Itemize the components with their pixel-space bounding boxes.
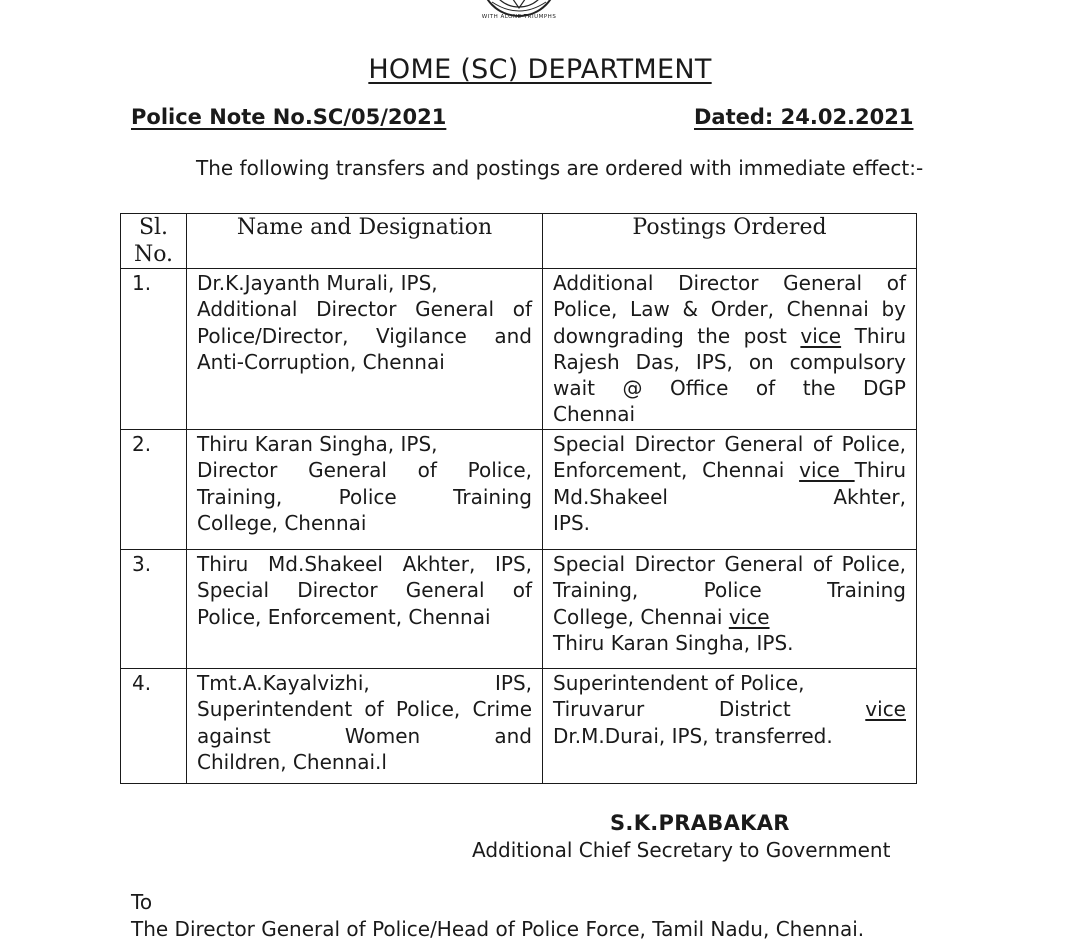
- signatory-name: S.K.PRABAKAR: [610, 811, 790, 835]
- row-posting: [543, 430, 917, 550]
- emblem-motto: WITH ALONE TRIUMPHS: [481, 14, 557, 20]
- note-date: Dated: 24.02.2021: [694, 105, 914, 129]
- officer-designation-end: Children, Chennai.l: [197, 749, 387, 774]
- officer-designation: Additional Director General of Police/Director, Vigilance and Anti-Corruption, Chennai: [197, 297, 532, 374]
- officer-name-designation: Thiru Md.Shakeel Akhter, IPS, Special Director General of Police, Enforcement, Chennai: [197, 552, 532, 629]
- posting-text: Special Director General of Police, Enforcement, Chennai: [553, 432, 906, 483]
- row-posting: [543, 269, 917, 430]
- row-serial: 1.: [121, 269, 187, 430]
- posting-text-cont: Thiru Md.Shakeel Akhter,: [553, 458, 906, 509]
- officer-name: Thiru Karan Singha, IPS,: [197, 432, 438, 456]
- header-sl-line1: Sl.: [138, 215, 169, 240]
- officer-designation: Director General of Police, Training, Police Training: [197, 458, 532, 509]
- officer-name: Dr.K.Jayanth Murali, IPS,: [197, 271, 438, 295]
- row-posting: [543, 669, 917, 784]
- posting-text-line: [553, 604, 906, 630]
- posting-text-end: Dr.M.Durai, IPS, transferred.: [553, 723, 833, 748]
- department-title: HOME (SC) DEPARTMENT: [368, 54, 712, 85]
- officer-designation-end: College, Chennai: [197, 510, 367, 535]
- row-serial: 3.: [121, 550, 187, 669]
- row-name-designation: [187, 269, 543, 430]
- table-row: [121, 550, 917, 669]
- posting-text: Additional Director General of Police, Law & Order, Chennai by downgrading the post: [553, 271, 906, 348]
- posting-text-end: Chennai: [553, 402, 636, 427]
- vice-word: vice: [800, 323, 842, 348]
- posting-text: Superintendent of Police,: [553, 671, 805, 695]
- row-posting: [543, 550, 917, 669]
- header-sl-line2: No.: [133, 242, 174, 267]
- table-row: [121, 669, 917, 784]
- vice-word: vice: [728, 604, 770, 629]
- posting-text-end: IPS.: [553, 510, 591, 535]
- police-note-number: Police Note No.SC/05/2021: [131, 105, 447, 129]
- vice-word: vice: [865, 697, 906, 722]
- posting-text-cont: Tiruvarur District: [553, 697, 791, 722]
- row-serial: 2.: [121, 430, 187, 550]
- row-name-designation: [187, 430, 543, 550]
- header-name-designation: Name and Designation: [187, 214, 543, 269]
- table-row: [121, 269, 917, 430]
- table-row: [121, 430, 917, 550]
- postings-table: [120, 213, 917, 784]
- emblem-seal-icon: [478, 0, 560, 22]
- header-postings-ordered: Postings Ordered: [543, 214, 917, 269]
- posting-text-end: Thiru Karan Singha, IPS.: [553, 630, 794, 655]
- to-label: To: [131, 890, 153, 914]
- posting-text: Special Director General of Police, Training, Police Training: [553, 552, 906, 603]
- row-name-designation: [187, 669, 543, 784]
- table-header-row: [121, 214, 917, 269]
- state-emblem: [478, 0, 560, 22]
- posting-text-mid: College, Chennai: [553, 604, 723, 629]
- header-sl-no: [121, 214, 187, 269]
- vice-word: vice: [799, 458, 855, 483]
- recipient-address: The Director General of Police/Head of Police Force, Tamil Nadu, Chennai.: [131, 917, 865, 941]
- officer-name-designation: Tmt.A.Kayalvizhi, IPS, Superintendent of Police, Crime against Women and: [197, 671, 532, 748]
- posting-text-cont: Thiru Rajesh Das, IPS, on compulsory wait @ Office of the DGP: [553, 323, 906, 401]
- signatory-title: Additional Chief Secretary to Government: [472, 838, 891, 862]
- row-name-designation: [187, 550, 543, 669]
- intro-paragraph: The following transfers and postings are ordered with immediate effect:-: [196, 156, 924, 180]
- row-serial: 4.: [121, 669, 187, 784]
